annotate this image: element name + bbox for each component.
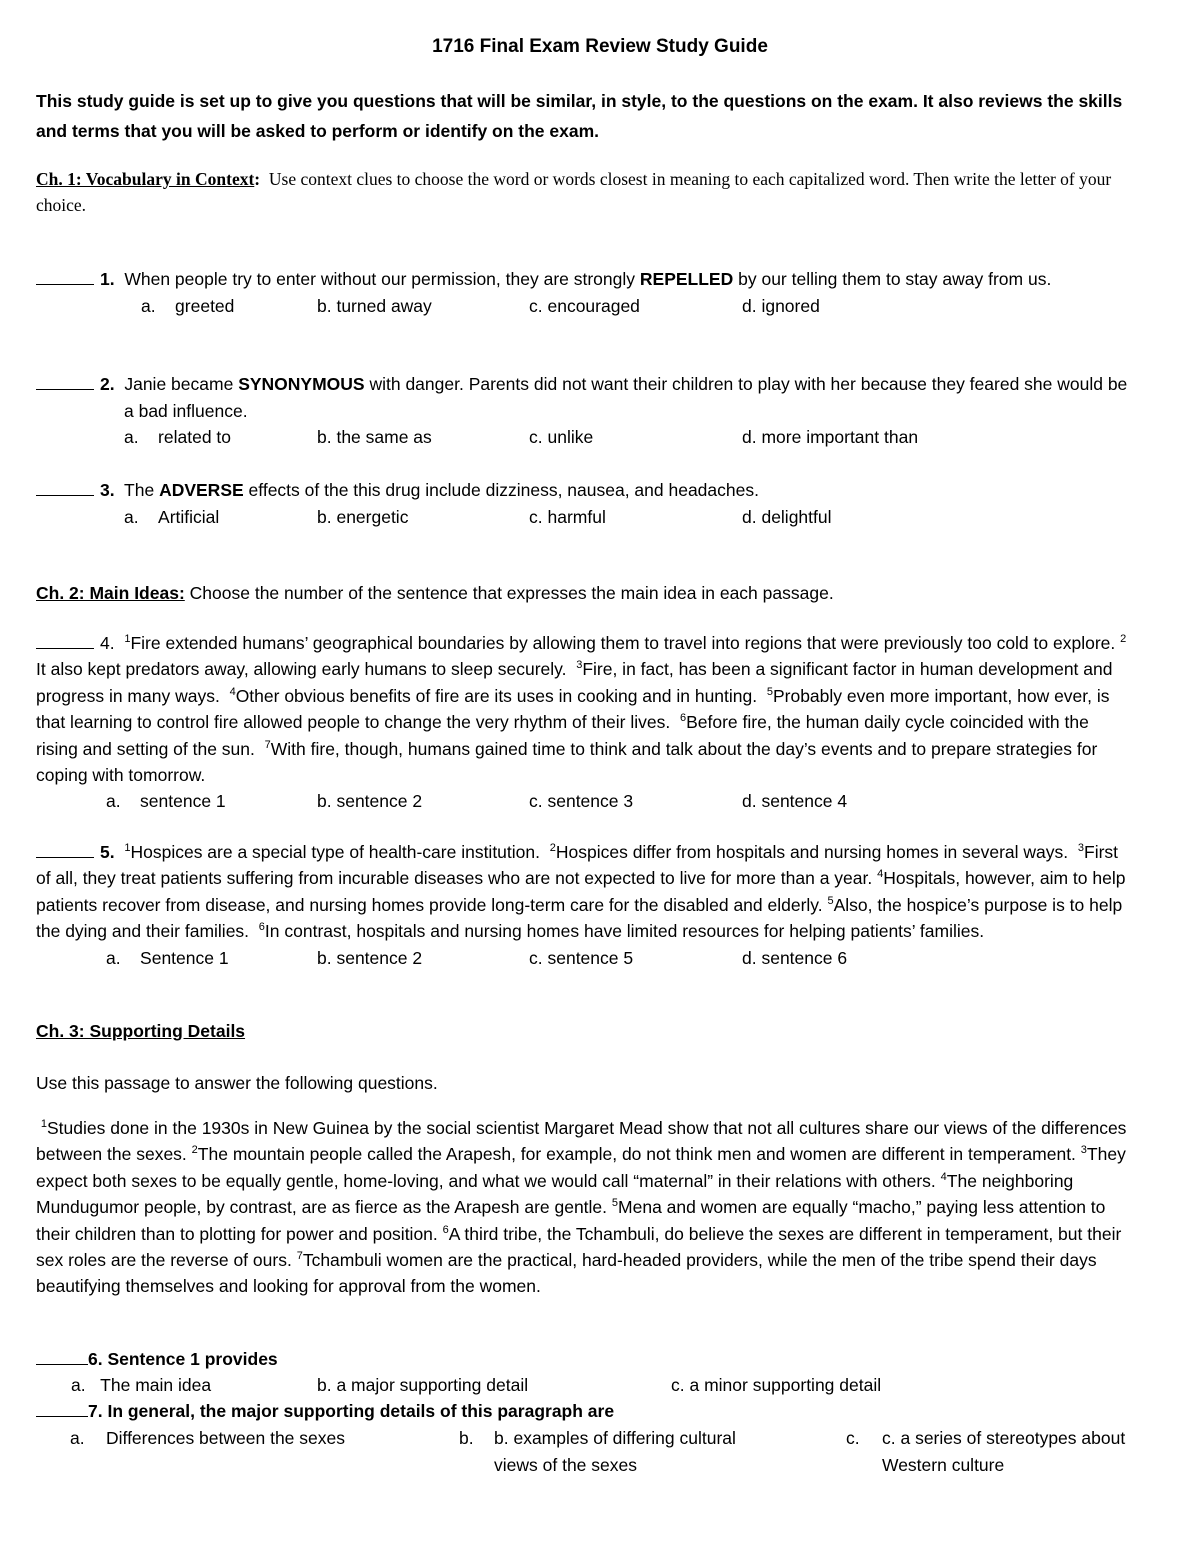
vocab-word: SYNONYMOUS <box>238 374 365 394</box>
page-title: 1716 Final Exam Review Study Guide <box>432 36 768 57</box>
option-c: c. encouraged <box>529 295 640 316</box>
intro-text: This study guide is set up to give you questions that will be similar, in style, to the questions on the exam. It also reviews the skills and terms that you will be asked to perform or identify on the exam. <box>36 91 1123 141</box>
option-a-label: a. <box>70 1428 85 1448</box>
question-1: 1. When people try to enter without our permission, they are strongly REPELLED by our telling them to stay away from us. a. greeted b. turned away c. encouraged d. ignored <box>36 266 1136 320</box>
question-5: 5. $^1$Hospices are a special type of health-care institution. $^2$Hospices differ from hospitals and nursing homes in several ways. $^3$First of all, they treat patients suffering from incurable diseases who are not expected to live for more than a year. $^4$Hospitals, however, aim to help patients recover from disease, and nursing homes provide long-term care for the disabled and elderly. $^5$Also, the hospice’s purpose is to help the dying and their families. $^6$In contrast, hospitals and nursing homes have limited resources for helping patients’ families. a. Sentence 1 b. sentence 2 c. sentence 5 d. sentence 6 <box>36 839 1128 972</box>
option-b: b. examples of differing cultural views of the sexes <box>494 1428 736 1475</box>
option-a: a. Sentence 1 <box>106 947 229 968</box>
question-6: 6. Sentence 1 provides a. The main idea b. a major supporting detail c. a minor supporting detail <box>36 1346 1128 1399</box>
answer-blank-1[interactable] <box>36 268 94 285</box>
ch1-instruction-text: Use context clues to choose the word or words closest in meaning to each capitalized word. Then write the letter of your choice. <box>36 169 1112 215</box>
answer-options <box>36 945 1128 972</box>
option-b: b. a major supporting detail <box>317 1375 529 1396</box>
answer-blank-6[interactable] <box>36 1348 88 1365</box>
option-c-label: c. <box>846 1428 860 1448</box>
ch1-heading: Ch. 1: Vocabulary in Context <box>36 169 255 189</box>
ch3-passage: $^1$Studies done in the 1930s in New Guinea by the social scientist Margaret Mead show that not all cultures share our views of the differences between the sexes. $^2$The mountain people called the Arapesh, for example, do not think men and women are different in temperament. $^3$They expect both sexes to be equally gentle, home-loving, and what we would call “maternal” in their relations with others. $^4$The neighboring Mundugumor people, by contrast, are as fierce as the Arapesh are gentle. $^5$Mena and women are equally “macho,” paying less attention to their children than to plotting for power and position. $^6$A third tribe, the Tchambuli, do believe the sexes are different in temperament, but their sex roles are the reverse of ours. $^7$Tchambuli women are the practical, hard-headed providers, while the men of the tribe spend their days beautifying themselves and looking for approval from the women. <box>36 1118 1127 1297</box>
option-c: c. sentence 3 <box>529 791 634 812</box>
option-d: d. delightful <box>742 506 832 527</box>
option-c: c. a series of stereotypes about Western culture <box>882 1428 1126 1475</box>
ch3-instructions: Use this passage to answer the following questions. <box>36 1073 438 1093</box>
answer-options <box>36 1372 1128 1399</box>
answer-options <box>36 293 1136 320</box>
answer-blank-3[interactable] <box>36 479 94 496</box>
option-c: c. harmful <box>529 506 606 527</box>
question-3: 3. The ADVERSE effects of the this drug include dizziness, nausea, and headaches. a. Artificial b. energetic c. harmful d. delightful <box>36 477 1136 531</box>
question-4: 4. $^1$Fire extended humans’ geographical boundaries by allowing them to travel into regions that were previously too cold to explore. $^2$ It also kept predators away, allowing early humans to sleep securely. $^3$Fire, in fact, has been a significant factor in human development and progress in many ways. $^4$Other obvious benefits of fire are its uses in cooking and in hunting. $^5$Probably even more important, how ever, is that learning to control fire allowed people to change the very rhythm of their lives. $^6$Before fire, the human daily cycle coincided with the rising and setting of the sun. $^7$With fire, though, humans gained time to think and talk about the day’s events and to prepare strategies for coping with tomorrow. a. sentence 1 b. sentence 2 c. sentence 3 d. sentence 4 <box>36 630 1128 815</box>
option-a: a. The main idea <box>71 1375 212 1396</box>
option-a: Differences between the sexes <box>106 1428 345 1448</box>
option-d: d. sentence 4 <box>742 791 848 812</box>
answer-options <box>36 504 1136 531</box>
option-d: d. more important than <box>742 427 919 447</box>
question-7: 7. In general, the major supporting details of this paragraph are <box>36 1398 1128 1424</box>
option-d: d. ignored <box>742 295 820 316</box>
answer-options <box>36 788 1128 815</box>
answer-blank-5[interactable] <box>36 841 94 858</box>
question-2: 2. Janie became SYNONYMOUS with danger. Parents did not want their children to play with her because they feared she would be a bad influence. a. related to b. the same as c. unlike d. more important than <box>36 371 1136 451</box>
vocab-word: REPELLED <box>639 269 734 289</box>
answer-blank-7[interactable] <box>36 1400 88 1417</box>
ch2-heading: Ch. 2: Main Ideas: <box>36 583 185 603</box>
answer-blank-2[interactable] <box>36 373 94 390</box>
option-a: a. sentence 1 <box>106 791 226 812</box>
option-c: c. sentence 5 <box>529 947 634 968</box>
option-b: b. energetic <box>317 506 409 527</box>
vocab-word: ADVERSE <box>159 480 244 500</box>
option-b: b. turned away <box>317 295 432 316</box>
option-c: c. unlike <box>529 427 594 447</box>
option-b: b. sentence 2 <box>317 791 423 812</box>
option-d: d. sentence 6 <box>742 947 848 968</box>
option-a: a. greeted <box>141 295 235 316</box>
ch1-instructions: Ch. 1: Vocabulary in Context: Use context clues to choose the word or words closest in meaning to each capitalized word. Then write the letter of your choice. <box>36 169 1112 215</box>
option-b: b. the same as <box>317 427 432 447</box>
option-b-label: b. <box>459 1428 474 1448</box>
ch3-heading: Ch. 3: Supporting Details <box>36 1021 246 1041</box>
answer-blank-4[interactable] <box>36 632 94 649</box>
option-a: a. related to <box>124 427 232 447</box>
option-b: b. sentence 2 <box>317 947 423 968</box>
ch3-heading-row <box>36 1018 1128 1044</box>
option-c: c. a minor supporting detail <box>671 1375 882 1396</box>
ch2-instructions: Ch. 2: Main Ideas: Choose the number of the sentence that expresses the main idea in each passage. <box>36 583 834 603</box>
option-a: a. Artificial <box>124 506 220 527</box>
answer-options <box>36 424 1136 451</box>
